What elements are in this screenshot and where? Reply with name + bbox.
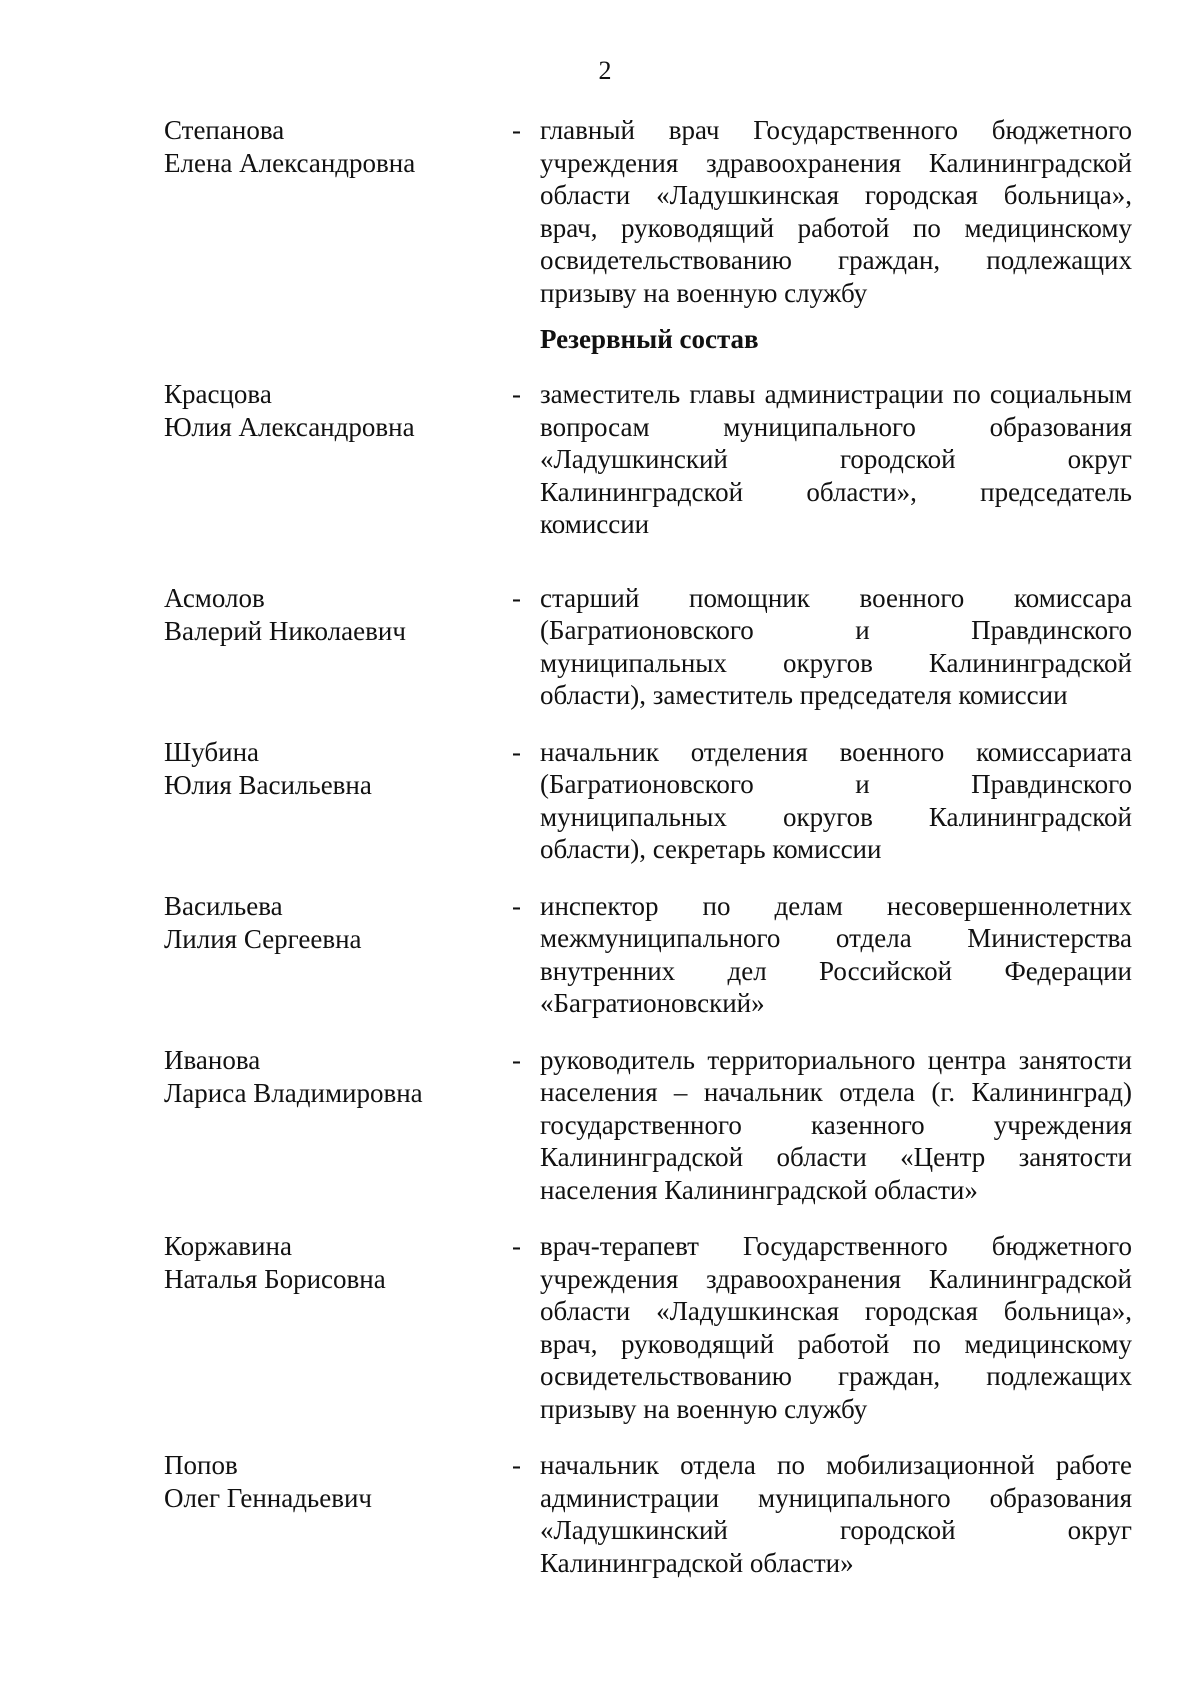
member-surname: Шубина [164, 736, 260, 767]
position-line: (Багратионовского и Правдинского [540, 615, 1132, 645]
member-given-names: Лариса Владимировна [164, 1077, 423, 1108]
member-entry [164, 1230, 1148, 1425]
member-name [164, 378, 512, 444]
member-name [164, 1449, 512, 1515]
position-line: учреждения здравоохранения Калининградской [540, 147, 1132, 178]
page-number: 2 [598, 56, 612, 85]
member-given-names: Валерий Николаевич [164, 615, 406, 646]
member-entry [164, 1449, 1148, 1579]
member-name [164, 1044, 512, 1110]
member-surname: Коржавина [164, 1231, 292, 1261]
member-position [540, 1230, 1132, 1425]
member-entry [164, 114, 1148, 309]
member-given-names: Олег Геннадьевич [164, 1483, 373, 1513]
member-given-names: Юлия Васильевна [164, 769, 372, 800]
position-line: муниципальных округов Калининградской [540, 801, 1132, 832]
position-line: администрации муниципального образования [540, 1482, 1132, 1513]
position-line: (Багратионовского и Правдинского [540, 769, 1132, 799]
member-given-names: Елена Александровна [164, 148, 416, 178]
member-surname: Иванова [164, 1044, 261, 1075]
member-position [540, 378, 1132, 541]
member-surname: Попов [164, 1450, 238, 1480]
member-entry [164, 378, 1148, 541]
position-line: области), заместитель председателя комиссии [540, 680, 1068, 710]
member-surname: Степанова [164, 115, 285, 145]
dash-separator: - [512, 379, 521, 409]
dash-separator: - [512, 1450, 521, 1480]
member-name [164, 890, 512, 956]
position-line: области), секретарь комиссии [540, 834, 882, 864]
member-position [540, 1449, 1132, 1579]
position-line: области «Ладушкинская городская больница», [540, 180, 1132, 210]
member-given-names: Наталья Борисовна [164, 1264, 386, 1294]
member-entry [164, 1044, 1148, 1207]
member-name [164, 1230, 512, 1296]
member-name [164, 114, 512, 180]
position-line: врач, руководящий работой по медицинскому [540, 212, 1132, 243]
position-line: начальник отделения военного комиссариата [540, 736, 1132, 767]
member-surname: Васильева [164, 890, 283, 921]
member-position [540, 582, 1132, 712]
position-line: Калининградской области», председатель [540, 476, 1132, 507]
dash-separator: - [512, 1044, 521, 1075]
position-line: комиссии [540, 509, 650, 539]
member-given-names: Лилия Сергеевна [164, 923, 362, 954]
member-position [540, 736, 1132, 866]
position-line: Калининградской области «Центр занятости [540, 1142, 1132, 1172]
position-line: населения Калининградской области» [540, 1174, 978, 1205]
member-position [540, 890, 1132, 1020]
position-line: главный врач Государственного бюджетного [540, 115, 1132, 145]
dash-separator: - [512, 582, 521, 613]
member-list [164, 114, 1148, 1579]
position-line: руководитель территориального центра занятости [540, 1044, 1132, 1075]
position-line: врач-терапевт Государственного бюджетного [540, 1231, 1132, 1261]
member-position [540, 114, 1132, 309]
dash-separator: - [512, 736, 521, 767]
member-entry [164, 890, 1148, 1020]
position-line: области «Ладушкинская городская больница», [540, 1296, 1132, 1326]
position-line: «Багратионовский» [540, 988, 765, 1018]
position-line: заместитель главы администрации по социальным [540, 379, 1132, 409]
position-line: врач, руководящий работой по медицинскому [540, 1328, 1132, 1359]
dash-separator: - [512, 890, 521, 921]
position-line: инспектор по делам несовершеннолетних [540, 890, 1132, 921]
member-given-names: Юлия Александровна [164, 412, 415, 442]
dash-separator: - [512, 1231, 521, 1261]
position-line: старший помощник военного комиссара [540, 582, 1132, 613]
position-line: «Ладушкинский городской округ [540, 444, 1132, 474]
member-surname: Красцова [164, 379, 272, 409]
position-line: учреждения здравоохранения Калининградской [540, 1263, 1132, 1294]
position-line: «Ладушкинский городской округ [540, 1515, 1132, 1545]
position-line: начальник отдела по мобилизационной работе [540, 1450, 1132, 1480]
member-surname: Асмолов [164, 582, 265, 613]
position-line: внутренних дел Российской Федерации [540, 955, 1132, 986]
position-line: призыву на военную службу [540, 1393, 868, 1424]
position-line: вопросам муниципального образования [540, 411, 1132, 442]
position-line: муниципальных округов Калининградской [540, 647, 1132, 678]
position-line: межмуниципального отдела Министерства [540, 923, 1132, 953]
position-line: государственного казенного учреждения [540, 1109, 1132, 1140]
dash-separator: - [512, 115, 521, 145]
position-line: освидетельствованию граждан, подлежащих [540, 245, 1132, 275]
position-line: населения – начальник отдела (г. Калининград) [540, 1077, 1132, 1107]
position-line: Калининградской области» [540, 1547, 854, 1578]
member-name [164, 582, 512, 648]
member-entry [164, 582, 1148, 712]
member-entry [164, 736, 1148, 866]
section-heading: Резервный состав [540, 324, 759, 354]
position-line: призыву на военную службу [540, 277, 868, 308]
position-line: освидетельствованию граждан, подлежащих [540, 1361, 1132, 1391]
member-position [540, 1044, 1132, 1207]
member-name [164, 736, 512, 802]
